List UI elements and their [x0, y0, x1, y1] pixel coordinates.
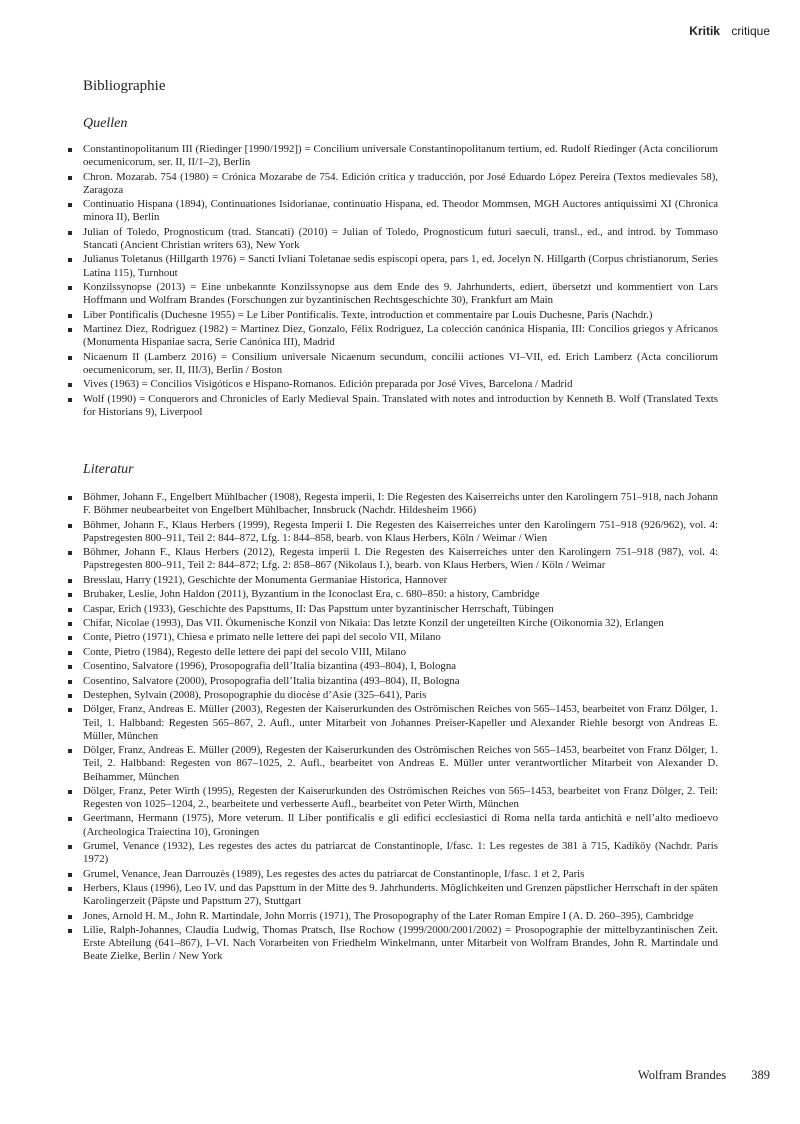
- bib-entry: Wolf (1990) = Conquerors and Chronicles of Early Medieval Spain. Translated with notes and introduction by Kenneth B. Wolf (Translated Texts for Historians 9), Liverpool: [66, 393, 718, 419]
- bib-entry: Grumel, Venance, Jean Darrouzès (1989), Les regestes des actes du patriarcat de Constantinople, I/fasc. 1 et 2, Paris: [66, 868, 718, 881]
- quellen-heading: Quellen: [83, 116, 128, 131]
- footer-author: Wolfram Brandes: [637, 1068, 727, 1082]
- page-footer: [638, 1068, 770, 1083]
- literatur-list: [66, 491, 718, 965]
- bib-entry: Julian of Toledo, Prognosticum (trad. Stancati) (2010) = Julian of Toledo, Prognosticum futuri saeculi, transl., ed., and introd. by Tommaso Stancati (Ancient Christian writers 63), New York: [66, 226, 718, 252]
- bib-entry: Constantinopolitanum III (Riedinger [1990/1992]) = Concilium universale Constantinopolitanum tertium, ed. Rudolf Riedinger (Acta conciliorum oecumenicorum, ser. II, II/1–2), Berlin: [66, 143, 718, 169]
- bib-entry: Cosentino, Salvatore (2000), Prosopografia dell’Italia bizantina (493–804), II, Bologna: [66, 675, 718, 688]
- bib-entry: Chron. Mozarab. 754 (1980) = Crónica Mozarabe de 754. Edición crítica y traducción, por José Eduardo López Pereira (Textos medievales 58), Zaragoza: [66, 171, 718, 197]
- quellen-list: [66, 143, 718, 420]
- bib-entry: Cosentino, Salvatore (1996), Prosopografia dell’Italia bizantina (493–804), I, Bologna: [66, 660, 718, 673]
- bib-entry: Brubaker, Leslie, John Haldon (2011), Byzantium in the Iconoclast Era, c. 680–850: a history, Cambridge: [66, 588, 718, 601]
- bib-entry: Vives (1963) = Concilios Visigóticos e Hispano-Romanos. Edición preparada por José Vives, Barcelona / Madrid: [66, 378, 718, 391]
- bib-entry: Caspar, Erich (1933), Geschichte des Papsttums, II: Das Papsttum unter byzantinischer Herrschaft, Tübingen: [66, 603, 718, 616]
- header-subsection: critique: [731, 24, 770, 38]
- bib-entry: Conte, Pietro (1984), Regesto delle lettere dei papi del secolo VIII, Milano: [66, 646, 718, 659]
- running-header: [689, 24, 770, 38]
- bib-entry: Herbers, Klaus (1996), Leo IV. und das Papsttum in der Mitte des 9. Jahrhunderts. Möglichkeiten und Grenzen päpstlicher Herrschaft in der späten Karolingerzeit (Päpste und Papsttum 27), Stuttgart: [66, 882, 718, 908]
- bib-entry: Böhmer, Johann F., Klaus Herbers (1999), Regesta Imperii I. Die Regesten des Kaiserreiches unter den Karolingern 751–918 (926/962), vol. 4: Papstregesten 800–911, Teil 2: 844–872, Lfg. 1: 844–858, bearb. von Klaus Herbers, Köln / Weimar / Wien: [66, 519, 718, 545]
- bib-entry: Martinez Diez, Rodriguez (1982) = Martinez Diez, Gonzalo, Félix Rodriguez, La colección canónica Hispania, III: Concilios griegos y Africanos (Monumenta Hispaniae sacra, Serie Canónica III), Madrid: [66, 323, 718, 349]
- bib-entry: Julianus Toletanus (Hillgarth 1976) = Sancti Ivliani Toletanae sedis espiscopi opera, pars 1, ed. Jocelyn N. Hillgarth (Corpus christianorum, Series Latina 115), Turnhout: [66, 253, 718, 279]
- bib-entry: Destephen, Sylvain (2008), Prosopographie du diocèse d’Asie (325–641), Paris: [66, 689, 718, 702]
- bib-entry: Jones, Arnold H. M., John R. Martindale, John Morris (1971), The Prosopography of the Later Roman Empire I (A. D. 260–395), Cambridge: [66, 910, 718, 923]
- page-number: 389: [751, 1068, 770, 1082]
- bib-entry: Böhmer, Johann F., Klaus Herbers (2012), Regesta imperii I. Die Regesten des Kaiserreiches unter den Karolingern 751–918 (987), vol. 4: Papstregesten 800–911, Teil 2: 844–872; Lfg. 2: 858–867 (Nikolaus I.), bearb. von Klaus Herbers, Wien / Köln / Weimar: [66, 546, 718, 572]
- bib-entry: Dölger, Franz, Peter Wirth (1995), Regesten der Kaiserurkunden des Oströmischen Reiches von 565–1453, bearbeitet von Franz Dölger, 2. Teil: Regesten von 1025–1204, 2., bearbeitete und verbesserte Aufl., bearbeitet von Peter Wirth, München: [66, 785, 718, 811]
- bib-entry: Chifar, Nicolae (1993), Das VII. Ökumenische Konzil von Nikaia: Das letzte Konzil der ungeteilten Kirche (Oikonomia 32), Erlangen: [66, 617, 718, 630]
- header-section: Kritik: [689, 24, 720, 38]
- bib-entry: Konzilssynopse (2013) = Eine unbekannte Konzilssynopse aus dem Ende des 9. Jahrhunderts, ediert, übersetzt und kommentiert von Lars Hoffmann und Wolfram Brandes (Forschungen zur byzantinischen Rechtsgeschichte 30), Frankfurt am Main: [66, 281, 718, 307]
- bib-entry: Conte, Pietro (1971), Chiesa e primato nelle lettere dei papi del secolo VII, Milano: [66, 631, 718, 644]
- bib-entry: Dölger, Franz, Andreas E. Müller (2009), Regesten der Kaiserurkunden des Oströmischen Reiches von 565–1453, bearbeitet von Franz Dölger, 1. Teil, 2. Halbband: Regesten von 867–1025, 2. Aufl., bearbeitet von Andreas E. Müller unter verantwortlicher Mitarbeit von Alexander D. Beihammer, München: [66, 744, 718, 784]
- bib-entry: Bresslau, Harry (1921), Geschichte der Monumenta Germaniae Historica, Hannover: [66, 574, 718, 587]
- bib-entry: Lilie, Ralph-Johannes, Claudia Ludwig, Thomas Pratsch, Ilse Rochow (1999/2000/2001/2002) = Prosopographie der mittelbyzantinischen Zeit. Erste Abteilung (641–867), I–VI. Nach Vorarbeiten von Friedhelm Winkelmann, unter Mitarbeit von Wolfram Brandes, John R. Martindale und Beate Zielke, Berlin / New York: [66, 924, 718, 964]
- bib-entry: Nicaenum II (Lamberz 2016) = Consilium universale Nicaenum secundum, concilii actiones VI–VII, ed. Erich Lamberz (Acta conciliorum oecumenicorum, ser. II, III/3), Berlin / Boston: [66, 351, 718, 377]
- page-title: Bibliographie: [83, 78, 166, 94]
- literatur-heading: Literatur: [83, 462, 134, 477]
- bib-entry: Dölger, Franz, Andreas E. Müller (2003), Regesten der Kaiserurkunden des Oströmischen Reiches von 565–1453, bearbeitet von Franz Dölger, 1. Teil, 1. Halbband: Regesten 565–867, 2. Aufl., unter Mitarbeit von Johannes Preiser-Kapeller und Alexander Riehle besorgt von Andreas E. Müller, München: [66, 703, 718, 743]
- bib-entry: Continuatio Hispana (1894), Continuationes Isidorianae, continuatio Hispana, ed. Theodor Mommsen, MGH Auctores antiquissimi XI (Chronica minora II), Berlin: [66, 198, 718, 224]
- bib-entry: Liber Pontificalis (Duchesne 1955) = Le Liber Pontificalis. Texte, introduction et commentaire par Louis Duchesne, Paris (Nachdr.): [66, 309, 718, 322]
- bib-entry: Grumel, Venance (1932), Les regestes des actes du patriarcat de Constantinople, I/fasc. 1: Les regestes de 381 à 715, Kadiköy (Nachdr. Paris 1972): [66, 840, 718, 866]
- bib-entry: Böhmer, Johann F., Engelbert Mühlbacher (1908), Regesta imperii, I: Die Regesten des Kaiserreichs unter den Karolingern 751–918, nach Johann F. Böhmer neubearbeitet von Engelbert Mühlbacher, Innsbruck (Nachdr. Hildesheim 1966): [66, 491, 718, 517]
- bib-entry: Geertmann, Hermann (1975), More veterum. Il Liber pontificalis e gli edifici ecclesiastici di Roma nella tarda antichità e nell’alto medioevo (Archeologica Traiectina 10), Groningen: [66, 812, 718, 838]
